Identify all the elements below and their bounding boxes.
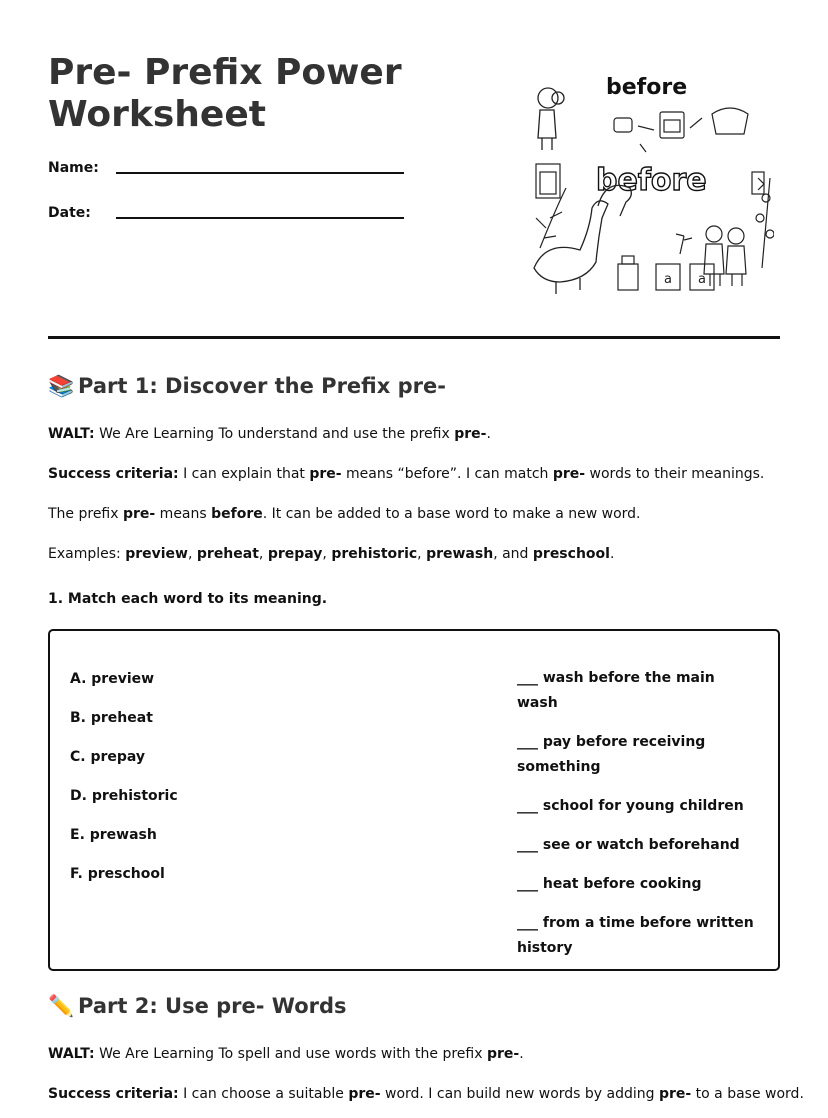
pencil-icon: ✏️ [48,994,75,1018]
worksheet-header [48,0,780,340]
meaning-item[interactable]: ___ pay before receiving something [517,734,706,775]
date-line[interactable] [116,217,404,219]
tree-icon [752,172,774,268]
children-icon [704,226,746,286]
part2-title [48,994,347,1019]
meaning-item[interactable]: ___ see or watch beforehand [517,837,740,853]
letter-block-a2: a [698,272,706,287]
calendar-icon [536,164,560,198]
part2-title-text: Part 2: Use pre- Words [78,994,347,1018]
meaning-item[interactable]: ___ from a time before written history [517,915,754,956]
meaning-item[interactable]: ___ wash before the main wash [517,670,715,711]
meaning-item[interactable]: ___ heat before cooking [517,876,702,892]
word-list [70,669,370,903]
name-label: Name: [48,160,99,176]
part1-title-text: Part 1: Discover the Prefix pre- [78,374,446,398]
header-divider [48,336,780,339]
date-field [48,205,91,221]
worksheet-page [48,0,804,1102]
books-icon: 📚 [48,374,75,398]
plant-icon [536,188,566,248]
name-field [48,160,99,176]
kitchen-sequence-icon [614,108,748,152]
word-item: E. prewash [70,827,157,843]
before-illustration [526,68,774,298]
word-item: C. prepay [70,749,146,765]
part2-success-criteria: Success criteria: I can choose a suitable pre- word. I can build new words by adding pre- to a base word. [48,1086,804,1102]
part2-walt: WALT: We Are Learning To spell and use words with the prefix pre-. [48,1046,524,1062]
dinosaur-icon [534,185,631,294]
prefix-meaning: The prefix pre- means before. It can be added to a base word to make a new word. [48,506,641,522]
word-item: A. preview [70,671,155,687]
question-1: 1. Match each word to its meaning. [48,591,328,607]
examples-line: Examples: preview, preheat, prepay, prehistoric, prewash, and preschool. [48,546,615,562]
sprout-icon [676,234,692,254]
meaning-list [517,669,757,975]
arrow-right-icon [758,178,764,190]
illustration-top-word: before [606,75,688,100]
word-item: B. preheat [70,710,153,726]
word-item: D. prehistoric [70,788,178,804]
letter-block-a1: a [664,272,672,287]
name-line[interactable] [116,172,404,174]
illustration-center-word: before [596,163,707,198]
child-magnifier-icon [538,88,564,150]
part1-title [48,374,446,399]
worksheet-title: Pre- Prefix Power Worksheet [48,52,402,135]
meaning-item[interactable]: ___ school for young children [517,798,744,814]
word-item: F. preschool [70,866,165,882]
part1-success-criteria: Success criteria: I can explain that pre- means “before”. I can match pre- words to their meanings. [48,466,765,482]
matching-box [48,629,780,971]
date-label: Date: [48,205,91,221]
part1-walt: WALT: We Are Learning To understand and use the prefix pre-. [48,426,491,442]
